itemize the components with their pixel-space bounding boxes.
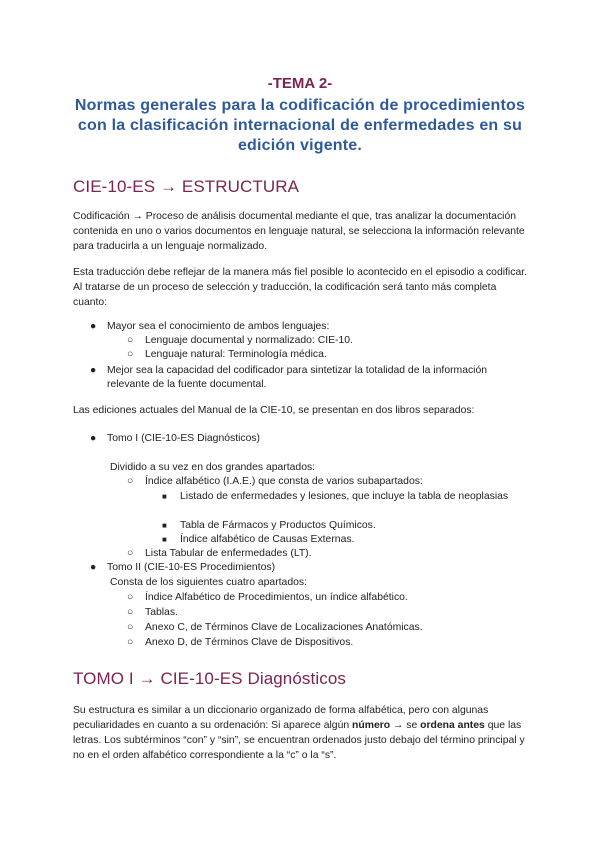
tomo-2-intro: Consta de los siguientes cuatro apartados: <box>110 577 307 588</box>
tomo-2-indice-procedimientos: Índice Alfabético de Procedimientos, un índice alfabético. <box>145 592 408 603</box>
bullet-circle: ○ <box>127 349 134 360</box>
section-heading-estructura: CIE-10-ES → ESTRUCTURA <box>73 177 300 196</box>
tomo-2-anexo-d: Anexo D, de Términos Clave de Dispositivos. <box>145 637 354 648</box>
sub-lenguaje-natural: Lenguaje natural: Terminología médica. <box>145 349 327 360</box>
bullet-square: ■ <box>162 535 167 544</box>
paragraph-text-d: que las letras. Los subtérminos “con” y “sin”, se encuentran ordenados justo debajo del término principal y no en el orden alfabético correspondiente a la “c” o la “s”. <box>73 720 525 761</box>
tema-label: -TEMA 2- <box>267 75 333 92</box>
paragraph-codificacion: Codificación → Proceso de análisis documental mediante el que, tras analizar la documentación contenida en uno o varios documentos en lenguaje natural, se selecciona la información relevante para traducirla a un lenguaje normalizado. <box>73 211 525 252</box>
paragraph-traduccion: Esta traducción debe reflejar de la manera más fiel posible lo acontecido en el episodio a codificar. Al tratarse de un proceso de selección y traducción, la codificación será tanto más completa cuanto: <box>73 267 527 308</box>
tomo-2-tablas: Tablas. <box>145 607 178 618</box>
bullet-dot: ● <box>90 433 97 444</box>
section-heading-tomo-1: TOMO I → CIE-10-ES Diagnósticos <box>73 669 346 688</box>
bullet-circle: ○ <box>127 622 134 633</box>
bullet-circle: ○ <box>127 335 134 346</box>
tomo-2-anexo-c: Anexo C, de Términos Clave de Localizaciones Anatómicas. <box>145 622 423 633</box>
bullet-capacidad: Mejor sea la capacidad del codificador para sintetizar la totalidad de la información relevante de la fuente documental. <box>107 365 488 390</box>
paragraph-estructura-diccionario <box>73 703 533 763</box>
tomo-1-lista-tabular: Lista Tabular de enfermedades (LT). <box>145 548 312 559</box>
tomo-1-causas-externas: Índice alfabético de Causas Externas. <box>180 534 355 545</box>
main-title: Normas generales para la codificación de procedimientos con la clasificación internacional de enfermedades en su edición vigente. <box>74 97 526 154</box>
bullet-circle: ○ <box>127 592 134 603</box>
tomo-1-label: Tomo I (CIE-10-ES Diagnósticos) <box>107 433 261 444</box>
paragraph-bold-ordena: ordena antes <box>420 720 485 731</box>
bullet-square: ■ <box>162 521 167 530</box>
tomo-1-tabla-farmacos: Tabla de Fármacos y Productos Químicos. <box>180 520 376 531</box>
paragraph-bold-numero: número <box>352 720 391 731</box>
sub-lenguaje-documental: Lenguaje documental y normalizado: CIE-10. <box>145 335 353 346</box>
bullet-dot: ● <box>90 321 97 332</box>
bullet-conocimiento: Mayor sea el conocimiento de ambos lenguajes: <box>107 321 330 332</box>
paragraph-ediciones: Las ediciones actuales del Manual de la CIE-10, se presentan en dos libros separados: <box>73 405 475 416</box>
bullet-circle: ○ <box>127 476 134 487</box>
bullet-dot: ● <box>90 562 97 573</box>
bullet-dot: ● <box>90 365 97 376</box>
tomo-1-intro: Dividido a su vez en dos grandes apartados: <box>110 462 316 473</box>
tomo-2-label: Tomo II (CIE-10-ES Procedimientos) <box>107 562 276 573</box>
paragraph-text-a: Su estructura es similar a un diccionario organizado de forma alfabética, pero con algunas peculiaridades en cuanto a su ordenación: Si aparece algún <box>73 705 489 731</box>
bullet-circle: ○ <box>127 607 134 618</box>
tomo-1-indice-alfabetico: Índice alfabético (I.A.E.) que consta de varios subapartados: <box>145 476 423 487</box>
tomo-1-listado-enfermedades: Listado de enfermedades y lesiones, que incluye la tabla de neoplasias <box>180 491 509 502</box>
paragraph-text-c: → se <box>390 720 421 731</box>
bullet-circle: ○ <box>127 548 134 559</box>
bullet-circle: ○ <box>127 637 134 648</box>
bullet-square: ■ <box>162 492 167 501</box>
